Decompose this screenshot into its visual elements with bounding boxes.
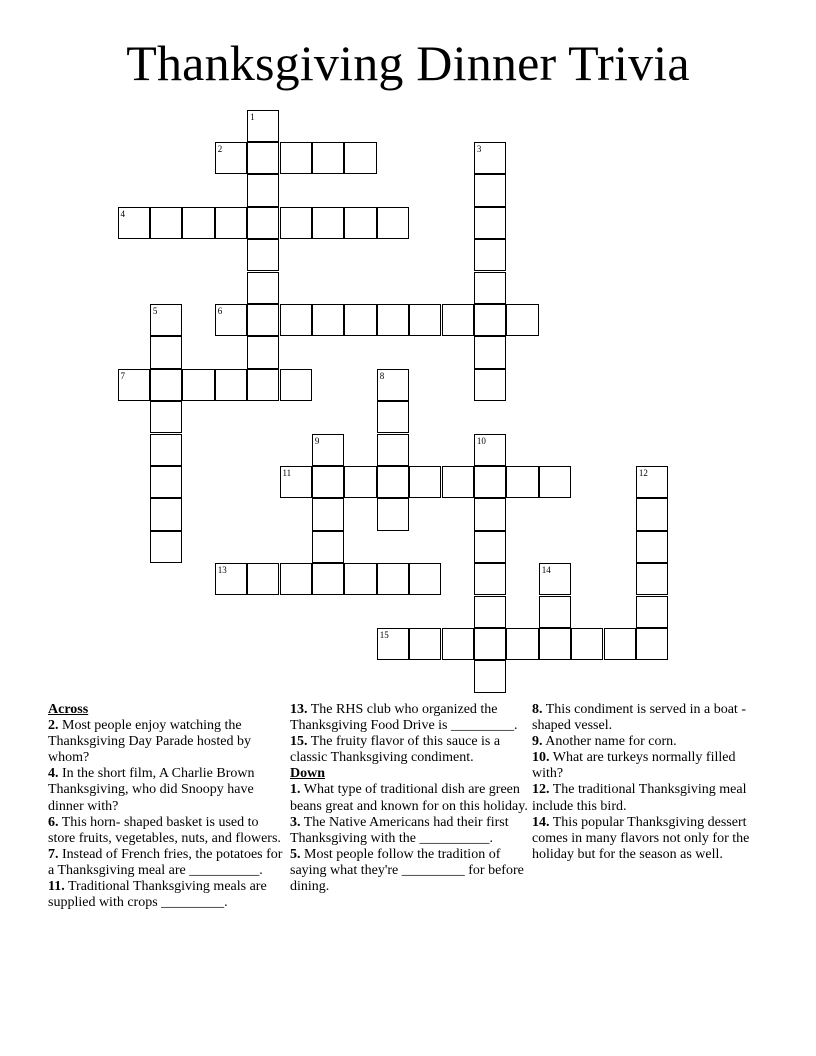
grid-cell[interactable] [247,142,279,174]
grid-cell[interactable] [474,434,506,466]
grid-cell[interactable] [344,142,376,174]
grid-cell[interactable] [474,336,506,368]
grid-cell[interactable] [636,531,668,563]
grid-cell[interactable] [344,304,376,336]
clue-down-3 [290,815,528,847]
down-heading: Down [290,766,326,782]
grid-cell[interactable] [474,142,506,174]
cell-number: 13 [217,565,227,576]
cell-number: 15 [379,629,389,640]
clue-text: The Native Americans had their first Thanksgiving with the __________. [290,814,509,846]
grid-cell[interactable] [312,498,344,530]
grid-cell[interactable] [280,207,312,239]
clue-number: 8. [532,702,543,717]
grid-cell[interactable] [474,239,506,271]
grid-cell[interactable] [312,563,344,595]
grid-cell[interactable] [150,207,182,239]
grid-cell[interactable] [506,466,538,498]
clue-across-6 [48,815,284,847]
cell-number: 14 [541,565,551,576]
grid-cell[interactable] [312,142,344,174]
cell-number: 5 [152,305,158,316]
grid-cell[interactable] [312,466,344,498]
grid-cell[interactable] [247,110,279,142]
grid-cell[interactable] [539,596,571,628]
grid-cell[interactable] [474,563,506,595]
clue-text: The fruity flavor of this sauce is a classic Thanksgiving condiment. [290,734,501,766]
clue-number: 7. [48,846,59,862]
grid-cell[interactable] [280,142,312,174]
clue-down-5 [290,847,528,895]
clue-number: 15. [290,734,308,750]
grid-cell[interactable] [539,466,571,498]
grid-cell[interactable] [280,466,312,498]
clue-text: Traditional Thanksgiving meals are supplied with crops _________. [48,879,267,911]
grid-cell[interactable] [377,207,409,239]
grid-cell[interactable] [215,207,247,239]
clue-down-8 [532,702,757,734]
grid-cell[interactable] [636,498,668,530]
clue-text: This popular Thanksgiving dessert comes in many flavors not only for the holiday but for the season as well. [532,814,750,862]
cell-number: 3 [476,143,482,154]
grid-cell[interactable] [474,466,506,498]
grid-cell[interactable] [474,498,506,530]
grid-cell[interactable] [474,531,506,563]
cell-number: 10 [476,435,486,446]
grid-cell[interactable] [377,369,409,401]
grid-cell[interactable] [150,531,182,563]
grid-cell[interactable] [636,563,668,595]
clues-column-2 [290,702,528,895]
grid-cell[interactable] [247,369,279,401]
clue-text: This condiment is served in a boat - shaped vessel. [532,702,746,734]
grid-cell[interactable] [215,563,247,595]
clue-down-9 [532,734,757,750]
grid-cell[interactable] [247,304,279,336]
grid-cell[interactable] [474,304,506,336]
clue-number: 4. [48,766,59,782]
clue-number: 5. [290,846,301,862]
grid-cell[interactable] [377,401,409,433]
page-title: Thanksgiving Dinner Trivia [126,35,690,91]
grid-cell[interactable] [150,434,182,466]
grid-cell[interactable] [312,434,344,466]
clue-text: The traditional Thanksgiving meal include this bird. [532,782,747,814]
grid-cell[interactable] [539,628,571,660]
clue-down-14 [532,815,757,863]
grid-cell[interactable] [118,207,150,239]
clue-across-4 [48,766,284,814]
grid-cell[interactable] [474,272,506,304]
grid-cell[interactable] [506,628,538,660]
clues-column-3 [532,702,757,863]
clue-down-12 [532,782,757,814]
grid-cell[interactable] [506,304,538,336]
grid-cell[interactable] [539,563,571,595]
grid-cell[interactable] [118,369,150,401]
grid-cell[interactable] [150,466,182,498]
clue-across-2 [48,718,284,766]
grid-cell[interactable] [474,596,506,628]
clue-across-11 [48,879,284,911]
grid-cell[interactable] [442,628,474,660]
clue-text: In the short film, A Charlie Brown Thanksgiving, who did Snoopy have dinner with? [48,766,255,814]
grid-cell[interactable] [409,563,441,595]
grid-cell[interactable] [377,628,409,660]
grid-cell[interactable] [280,369,312,401]
grid-cell[interactable] [474,628,506,660]
clue-number: 11. [48,879,65,895]
clue-text: This horn- shaped basket is used to store fruits, vegetables, nuts, and flowers. [48,814,281,846]
grid-cell[interactable] [150,304,182,336]
grid-cell[interactable] [247,207,279,239]
grid-cell[interactable] [442,304,474,336]
across-heading: Across [48,702,89,717]
grid-cell[interactable] [150,369,182,401]
grid-cell[interactable] [474,660,506,692]
cell-number: 9 [314,435,320,446]
grid-cell[interactable] [377,466,409,498]
grid-cell[interactable] [571,628,603,660]
cell-number: 1 [250,111,255,122]
grid-cell[interactable] [150,401,182,433]
grid-cell[interactable] [442,466,474,498]
grid-cell[interactable] [409,304,441,336]
clue-text: Instead of French fries, the potatoes for a Thanksgiving meal are __________. [48,846,283,878]
grid-cell[interactable] [182,369,214,401]
clue-number: 14. [532,814,550,830]
clue-across-15 [290,734,528,766]
grid-cell[interactable] [377,498,409,530]
grid-cell[interactable] [344,563,376,595]
grid-cell[interactable] [474,369,506,401]
cell-number: 12 [638,467,648,478]
clues-column-1 [48,702,284,911]
grid-cell[interactable] [182,207,214,239]
grid-cell[interactable] [280,563,312,595]
clue-across-7 [48,847,284,879]
grid-cell[interactable] [377,434,409,466]
grid-cell[interactable] [377,304,409,336]
grid-cell[interactable] [604,628,636,660]
grid-cell[interactable] [215,304,247,336]
cell-number: 8 [379,370,385,381]
grid-cell[interactable] [150,498,182,530]
clue-number: 13. [290,702,308,717]
grid-cell[interactable] [474,207,506,239]
grid-cell[interactable] [247,174,279,206]
clue-text: What are turkeys normally filled with? [532,750,736,782]
grid-cell[interactable] [312,304,344,336]
grid-cell[interactable] [636,466,668,498]
clue-number: 2. [48,718,59,734]
grid-cell[interactable] [474,174,506,206]
grid-cell[interactable] [215,142,247,174]
grid-cell[interactable] [247,336,279,368]
clue-number: 1. [290,782,301,798]
grid-cell[interactable] [215,369,247,401]
clue-number: 3. [290,814,301,830]
clue-number: 6. [48,814,59,830]
clue-text: Most people enjoy watching the Thanksgiving Day Parade hosted by whom? [48,718,251,766]
grid-cell[interactable] [636,596,668,628]
grid-cell[interactable] [150,336,182,368]
cell-number: 11 [282,467,292,478]
clue-across-13 [290,702,528,734]
cell-number: 4 [120,208,125,219]
clue-down-10 [532,750,757,782]
clue-text: Another name for corn. [545,734,677,750]
clue-down-1 [290,782,528,814]
grid-cell[interactable] [312,531,344,563]
grid-cell[interactable] [377,563,409,595]
clue-number: 12. [532,782,550,798]
cell-number: 6 [217,305,223,316]
cell-number: 7 [120,370,125,381]
grid-cell[interactable] [344,466,376,498]
clue-number: 9. [532,734,543,750]
grid-cell[interactable] [636,628,668,660]
clue-text: What type of traditional dish are green beans great and known for on this holiday. [290,782,528,814]
cell-number: 2 [217,143,223,154]
clue-text: The RHS club who organized the Thanksgiving Food Drive is _________. [290,702,518,734]
grid-cell[interactable] [312,207,344,239]
grid-cell[interactable] [409,628,441,660]
clue-text: Most people follow the tradition of saying what they're _________ for before dining. [290,846,524,895]
grid-cell[interactable] [247,239,279,271]
grid-cell[interactable] [280,304,312,336]
grid-cell[interactable] [409,466,441,498]
grid-cell[interactable] [247,563,279,595]
grid-cell[interactable] [344,207,376,239]
clue-number: 10. [532,750,550,766]
grid-cell[interactable] [247,272,279,304]
